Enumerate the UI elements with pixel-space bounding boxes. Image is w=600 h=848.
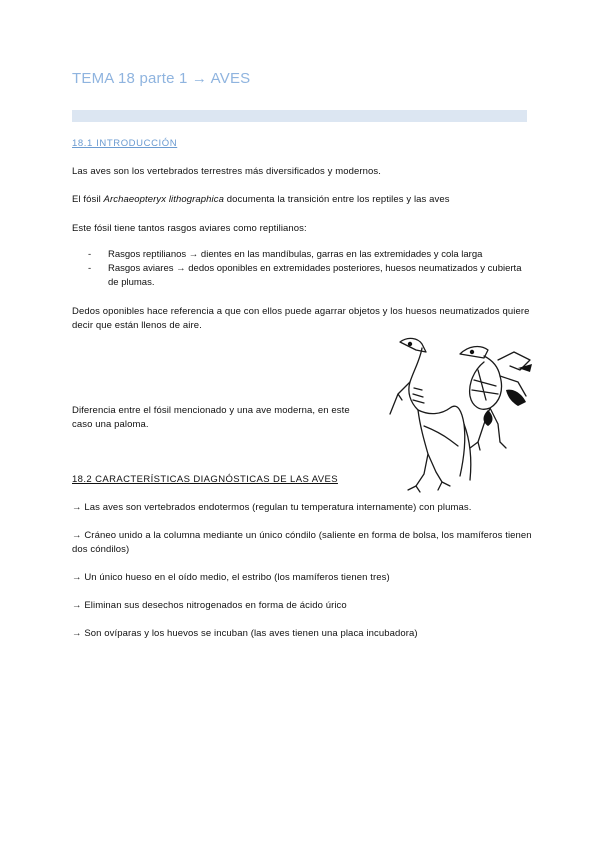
fossil-paragraph-prefix: El fósil xyxy=(72,194,104,205)
traits-list xyxy=(88,248,528,290)
characteristic-item: → Son ovíparas y los huevos se incuban (las aves tienen una placa incubadora) xyxy=(72,628,418,639)
title-underline-bar xyxy=(72,110,527,122)
traits-intro: Este fósil tiene tantos rasgos aviares como reptilianos: xyxy=(72,223,307,234)
page-title: TEMA 18 parte 1 → AVES xyxy=(72,70,251,87)
intro-paragraph: Las aves son los vertebrados terrestres más diversificados y modernos. xyxy=(72,166,382,177)
section-2-heading: 18.2 CARACTERÍSTICAS DIAGNÓSTICAS DE LAS AVES xyxy=(72,474,338,485)
fossil-species-name: Archaeopteryx lithographica xyxy=(103,194,224,205)
skeleton-comparison-image xyxy=(380,330,543,500)
characteristic-item: → Las aves son vertebrados endotermos (regulan tu temperatura internamente) con plumas. xyxy=(72,502,472,513)
fossil-paragraph xyxy=(72,193,450,207)
fossil-paragraph-suffix: documenta la transición entre los reptiles y las aves xyxy=(224,194,450,205)
characteristic-item: → Cráneo unido a la columna mediante un único cóndilo (saliente en forma de bolsa, los mamíferos tienen dos cóndilos) xyxy=(72,530,532,555)
trait-item-avian: - Rasgos aviares → dedos oponibles en extremidades posteriores, huesos neumatizados y cubierta de plumas. xyxy=(88,262,528,290)
figure-caption: Diferencia entre el fósil mencionado y una ave moderna, en este caso una paloma. xyxy=(72,405,350,430)
section-1-heading[interactable]: 18.1 INTRODUCCIÓN xyxy=(72,138,178,149)
characteristic-item: → Eliminan sus desechos nitrogenados en forma de ácido úrico xyxy=(72,600,347,611)
explanation-paragraph: Dedos oponibles hace referencia a que con ellos puede agarrar objetos y los huesos neumatizados quiere decir que están llenos de aire. xyxy=(72,306,530,331)
characteristic-item: → Un único hueso en el oído medio, el estribo (los mamíferos tienen tres) xyxy=(72,572,390,583)
trait-item-reptilian: - Rasgos reptilianos → dientes en las mandíbulas, garras en las extremidades y cola larga xyxy=(88,248,528,262)
